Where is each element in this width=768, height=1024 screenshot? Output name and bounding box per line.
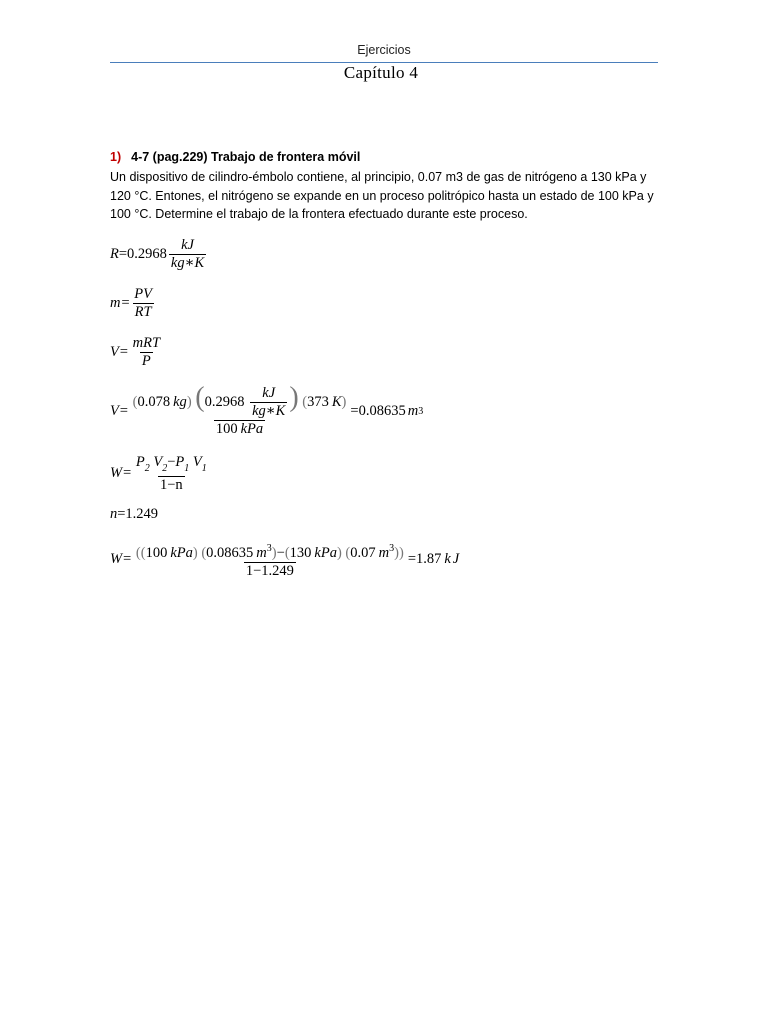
eq2-fraction: [132, 286, 154, 321]
eq4-r-numerator: kJ: [262, 385, 276, 402]
eq4-numerator: (0.078 kg) (0.2968 $\frac{kJ}{kg∗K}$ ) (373 K): [132, 382, 347, 420]
eq4-mass-unit: kg: [173, 394, 187, 410]
eq7-denominator: 1−1.249: [245, 562, 294, 579]
eq5-numerator: $P_2$ $V_2-P_1$ $V_1$: [135, 454, 207, 474]
equation-volume: [110, 335, 164, 370]
eq4-result-unit: m: [407, 402, 419, 419]
running-header: Ejercicios: [357, 43, 411, 57]
exercise-number: 1): [110, 150, 122, 164]
exercise-statement: Un dispositivo de cilindro-émbolo contiene, al principio, 0.07 m3 de gas de nitrógeno a 130 kPa y 120 °C. Entones, el nitrógeno se expande en un proceso politrópico hasta un estado de 100 kPa y 100 °C. Determine el trabajo de la frontera efectuado durante este proceso.: [110, 170, 654, 222]
eq7-result-unit: kJ: [444, 551, 462, 568]
eq1-lhs: R: [110, 246, 119, 262]
eq4-temp-unit: K: [331, 394, 342, 410]
eq6-lhs: n: [110, 506, 118, 522]
eq4-temp: 373: [307, 394, 329, 410]
eq4-pressure: 100: [215, 421, 238, 438]
eq3-denominator: P: [141, 353, 151, 369]
eq4-fraction: [131, 384, 349, 438]
eq2-numerator: PV: [134, 286, 152, 302]
eq4-r-value: 0.2968: [204, 394, 245, 410]
equation-mass: [110, 286, 156, 321]
eq7-lhs: W=: [110, 551, 132, 568]
eq3-lhs: V=: [110, 344, 129, 360]
eq1-denominator: kg∗K: [170, 255, 205, 271]
eq5-fraction: [134, 454, 209, 494]
equation-work-substituted: [110, 540, 461, 580]
eq5-lhs: W=: [110, 465, 132, 482]
eq4-r-denominator: kg∗K: [252, 403, 286, 420]
equation-polytropic-index: [110, 506, 158, 523]
eq2-lhs: m=: [110, 295, 131, 311]
eq7-numerator: ((100 kPa) (0.08635 $m^3)-(130$ kPa) (0.07 $m^3$)): [135, 543, 404, 561]
eq1-numerator: kJ: [181, 237, 194, 253]
eq1-fraction: [169, 237, 206, 272]
eq6-value: =1.249: [117, 506, 159, 522]
eq3-numerator: mRT: [132, 335, 161, 351]
eq5-denominator: 1−n: [159, 476, 183, 493]
equation-gas-constant: [110, 237, 208, 272]
exercise-title: 4-7 (pag.229) Trabajo de frontera móvil: [131, 150, 361, 164]
equation-work-formula: [110, 454, 211, 494]
eq4-mass: 0.078: [137, 394, 171, 410]
equation-volume-substituted: [110, 384, 423, 438]
eq4-denominator: [214, 420, 265, 438]
eq4-r-fraction: [250, 385, 287, 420]
eq3-fraction: [131, 335, 162, 370]
eq7-fraction: [134, 540, 406, 580]
eq4-result-exponent: 3: [418, 405, 424, 417]
eq4-result: =0.08635: [350, 402, 406, 419]
eq4-lhs: V=: [110, 402, 129, 419]
chapter-title: Capítulo 4: [343, 63, 419, 82]
eq7-result: =1.87: [407, 551, 442, 568]
eq2-denominator: RT: [134, 304, 152, 320]
exercise-heading: [110, 150, 360, 164]
eq1-value: =0.2968: [118, 246, 167, 262]
eq4-pressure-unit: kPa: [240, 421, 264, 438]
